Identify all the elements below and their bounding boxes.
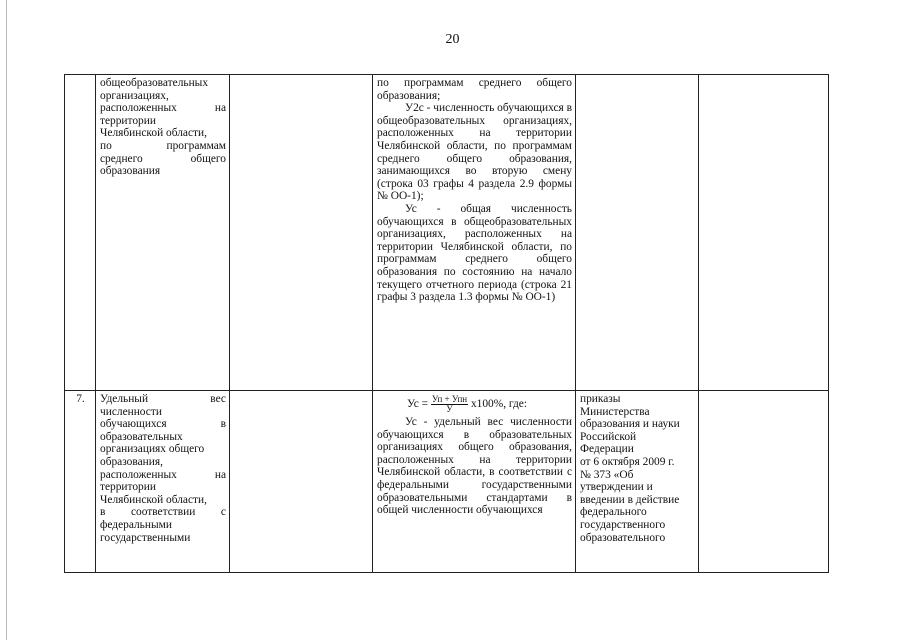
source-line: федерального: [580, 506, 647, 519]
name-line: Удельный вес: [100, 393, 226, 405]
calculation-method-cell: [373, 391, 576, 573]
source-line: № 373 «Об: [580, 468, 634, 481]
indicator-name-cell: [96, 75, 230, 391]
source-line: приказы: [580, 393, 621, 405]
source-line: образовательного: [580, 531, 666, 544]
name-line: общеобразовательных: [100, 77, 209, 89]
name-line: образовательных: [100, 430, 183, 443]
formula-numerator: Уп + Упн: [431, 394, 468, 404]
formula-denominator: У: [446, 404, 453, 414]
name-line: организациях общего: [100, 443, 205, 456]
table-row: [65, 75, 829, 391]
source-line: Министерства: [580, 405, 650, 418]
name-line: образования,: [100, 455, 163, 468]
name-line: в соответствии с: [100, 506, 226, 519]
name-line: Челябинской области,: [100, 127, 207, 140]
source-line: Федерации: [580, 443, 634, 456]
source-cell: [576, 75, 699, 391]
name-line: по программам: [100, 139, 226, 152]
formula-fraction: [431, 395, 468, 414]
row-number-cell: [65, 75, 96, 391]
name-line: организациях,: [100, 89, 169, 102]
source-line: Российской: [580, 430, 637, 443]
name-line: территории: [100, 481, 156, 494]
name-line: федеральными: [100, 518, 172, 531]
source-line: утверждении и: [580, 481, 653, 494]
name-line: образования: [100, 165, 161, 178]
name-line: расположенных на: [100, 468, 226, 481]
method-paragraph: Ус - удельный вес численности обучающихся в образовательных организациях общего образования, расположенных на территории Челябинской области, в соответствии с федеральными государственными образовательными стандартами в общей численности обучающихся: [377, 416, 572, 517]
formula-rhs: x100%, где:: [470, 398, 528, 411]
source-cell: [576, 391, 699, 573]
empty-cell: [230, 75, 373, 391]
method-paragraph: по программам среднего общего образования;: [377, 77, 572, 102]
row-number-cell: 7.: [65, 391, 96, 573]
source-line: образования и науки: [580, 418, 680, 431]
indicator-name-cell: [96, 391, 230, 573]
empty-cell: [230, 391, 373, 573]
page-number: 20: [445, 32, 460, 47]
table-row: [65, 391, 829, 573]
name-line: среднего общего: [100, 152, 226, 165]
name-line: обучающихся в: [100, 418, 226, 431]
name-line: расположенных на: [100, 102, 226, 115]
formula-lhs: Ус =: [407, 398, 429, 411]
formula: [377, 395, 572, 414]
indicator-table: [64, 74, 829, 573]
calculation-method-cell: [373, 75, 576, 391]
method-paragraph: Ус - общая численность обучающихся в общеобразовательных организациях, расположенных на территории Челябинской области, по программам среднего общего образования по состоянию на начало текущего отчетного периода (строка 21 графы 3 раздела 1.3 формы № ОО-1): [377, 202, 572, 304]
source-line: государственного: [580, 518, 666, 531]
source-line: введении в действие: [580, 493, 680, 506]
empty-cell: [699, 391, 829, 573]
empty-cell: [699, 75, 829, 391]
name-line: государственными: [100, 531, 191, 544]
name-line: территории: [100, 114, 156, 127]
name-line: Челябинской области,: [100, 493, 207, 506]
name-line: численности: [100, 405, 162, 418]
method-paragraph: У2с - численность обучающихся в общеобразовательных организациях, расположенных на территории Челябинской области, по программам среднего общего образования, занимающихся во вторую смену (строка 03 графы 4 раздела 2.9 формы № ОО-1);: [377, 102, 572, 203]
source-line: от 6 октября 2009 г.: [580, 455, 675, 468]
scan-edge-line: [6, 0, 7, 640]
